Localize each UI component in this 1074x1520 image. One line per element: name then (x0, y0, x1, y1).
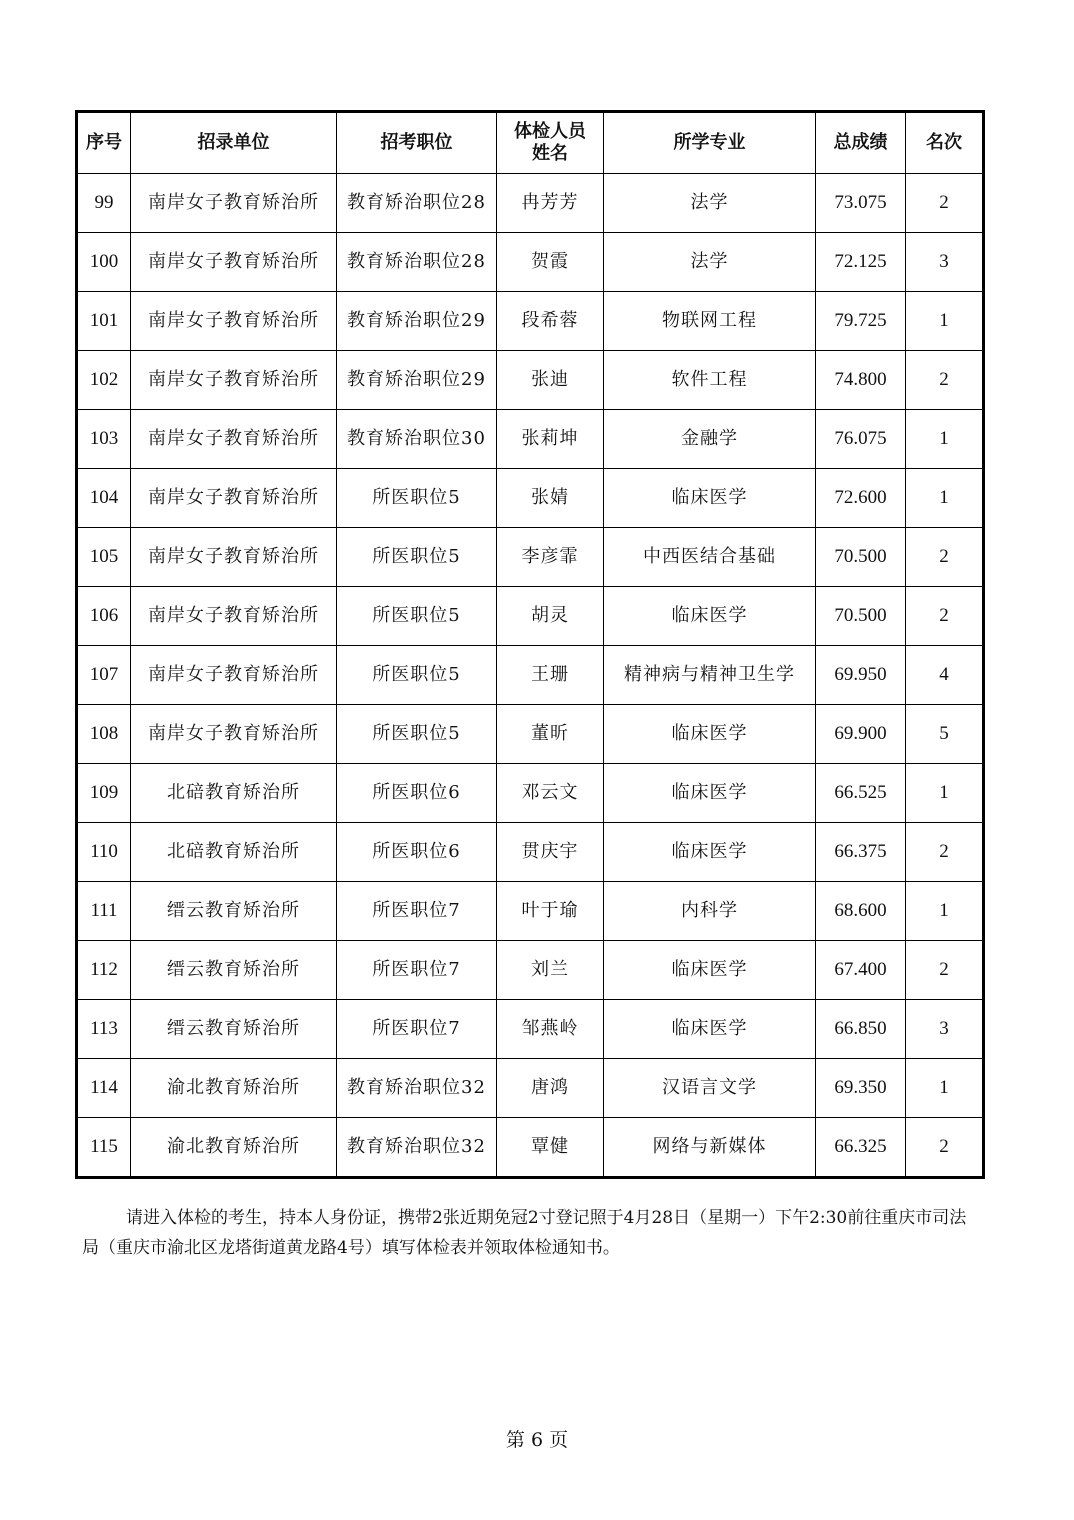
cell-major: 临床医学 (604, 469, 816, 528)
cell-name: 唐鸿 (497, 1059, 604, 1118)
cell-rank: 2 (906, 174, 984, 233)
cell-position: 教育矫治职位32 (337, 1118, 497, 1178)
cell-score: 68.600 (816, 882, 906, 941)
header-name (497, 112, 604, 174)
header-rank: 名次 (906, 112, 984, 174)
table-row (77, 941, 984, 1000)
cell-name: 段希蓉 (497, 292, 604, 351)
cell-name: 叶于瑜 (497, 882, 604, 941)
cell-position: 所医职位5 (337, 646, 497, 705)
instruction-note: 请进入体检的考生，持本人身份证，携带2张近期免冠2寸登记照于4月28日（星期一）下午2:30前往重庆市司法局（重庆市渝北区龙塔街道黄龙路4号）填写体检表并领取体检通知书。 (82, 1208, 967, 1258)
cell-major: 金融学 (604, 410, 816, 469)
medical-exam-list-table (75, 110, 985, 1179)
cell-seq: 105 (77, 528, 131, 587)
table-row (77, 823, 984, 882)
cell-rank: 2 (906, 587, 984, 646)
cell-rank: 5 (906, 705, 984, 764)
cell-unit: 缙云教育矫治所 (131, 882, 337, 941)
cell-score: 70.500 (816, 528, 906, 587)
cell-unit: 南岸女子教育矫治所 (131, 528, 337, 587)
cell-unit: 缙云教育矫治所 (131, 941, 337, 1000)
cell-score: 74.800 (816, 351, 906, 410)
cell-unit: 南岸女子教育矫治所 (131, 410, 337, 469)
cell-name: 邓云文 (497, 764, 604, 823)
cell-unit: 缙云教育矫治所 (131, 1000, 337, 1059)
cell-major: 法学 (604, 174, 816, 233)
cell-score: 66.850 (816, 1000, 906, 1059)
cell-seq: 114 (77, 1059, 131, 1118)
cell-score: 66.325 (816, 1118, 906, 1178)
cell-score: 66.525 (816, 764, 906, 823)
cell-rank: 3 (906, 233, 984, 292)
cell-major: 临床医学 (604, 764, 816, 823)
header-seq: 序号 (77, 112, 131, 174)
cell-seq: 110 (77, 823, 131, 882)
cell-score: 72.125 (816, 233, 906, 292)
cell-score: 79.725 (816, 292, 906, 351)
table-row (77, 705, 984, 764)
cell-name: 张婧 (497, 469, 604, 528)
header-name-label: 体检人员姓名 (514, 121, 586, 164)
cell-rank: 3 (906, 1000, 984, 1059)
table-row (77, 1118, 984, 1178)
cell-unit: 南岸女子教育矫治所 (131, 174, 337, 233)
cell-position: 教育矫治职位28 (337, 233, 497, 292)
cell-position: 所医职位6 (337, 764, 497, 823)
cell-name: 王珊 (497, 646, 604, 705)
cell-position: 所医职位5 (337, 705, 497, 764)
cell-rank: 4 (906, 646, 984, 705)
cell-rank: 2 (906, 1118, 984, 1178)
cell-position: 教育矫治职位29 (337, 351, 497, 410)
cell-name: 贯庆宇 (497, 823, 604, 882)
cell-name: 张莉坤 (497, 410, 604, 469)
cell-unit: 渝北教育矫治所 (131, 1059, 337, 1118)
cell-unit: 南岸女子教育矫治所 (131, 705, 337, 764)
cell-score: 67.400 (816, 941, 906, 1000)
cell-score: 72.600 (816, 469, 906, 528)
cell-rank: 2 (906, 823, 984, 882)
cell-score: 69.350 (816, 1059, 906, 1118)
cell-score: 69.900 (816, 705, 906, 764)
cell-name: 张迪 (497, 351, 604, 410)
cell-position: 所医职位5 (337, 469, 497, 528)
cell-major: 精神病与精神卫生学 (604, 646, 816, 705)
cell-position: 所医职位7 (337, 882, 497, 941)
cell-seq: 100 (77, 233, 131, 292)
cell-major: 临床医学 (604, 823, 816, 882)
cell-position: 所医职位7 (337, 1000, 497, 1059)
cell-seq: 102 (77, 351, 131, 410)
cell-score: 66.375 (816, 823, 906, 882)
cell-unit: 渝北教育矫治所 (131, 1118, 337, 1178)
page-number: 第 6 页 (505, 1429, 569, 1451)
cell-major: 软件工程 (604, 351, 816, 410)
cell-unit: 北碚教育矫治所 (131, 764, 337, 823)
cell-position: 教育矫治职位30 (337, 410, 497, 469)
header-unit: 招录单位 (131, 112, 337, 174)
cell-unit: 北碚教育矫治所 (131, 823, 337, 882)
cell-rank: 1 (906, 292, 984, 351)
table-header-row (77, 112, 984, 174)
cell-seq: 103 (77, 410, 131, 469)
cell-major: 临床医学 (604, 587, 816, 646)
cell-seq: 101 (77, 292, 131, 351)
cell-name: 邹燕岭 (497, 1000, 604, 1059)
cell-unit: 南岸女子教育矫治所 (131, 646, 337, 705)
cell-position: 所医职位7 (337, 941, 497, 1000)
cell-rank: 1 (906, 764, 984, 823)
table-row (77, 1000, 984, 1059)
cell-rank: 1 (906, 410, 984, 469)
table-row (77, 587, 984, 646)
cell-rank: 1 (906, 469, 984, 528)
cell-major: 内科学 (604, 882, 816, 941)
cell-name: 李彦霏 (497, 528, 604, 587)
table-row (77, 882, 984, 941)
table-row (77, 233, 984, 292)
cell-major: 网络与新媒体 (604, 1118, 816, 1178)
cell-score: 69.950 (816, 646, 906, 705)
cell-major: 临床医学 (604, 941, 816, 1000)
cell-name: 刘兰 (497, 941, 604, 1000)
cell-seq: 108 (77, 705, 131, 764)
cell-name: 胡灵 (497, 587, 604, 646)
header-score: 总成绩 (816, 112, 906, 174)
cell-unit: 南岸女子教育矫治所 (131, 233, 337, 292)
cell-position: 教育矫治职位32 (337, 1059, 497, 1118)
table-row (77, 1059, 984, 1118)
cell-position: 教育矫治职位29 (337, 292, 497, 351)
header-major: 所学专业 (604, 112, 816, 174)
cell-name: 贺霞 (497, 233, 604, 292)
cell-name: 覃健 (497, 1118, 604, 1178)
cell-unit: 南岸女子教育矫治所 (131, 469, 337, 528)
cell-seq: 111 (77, 882, 131, 941)
cell-rank: 2 (906, 528, 984, 587)
header-position: 招考职位 (337, 112, 497, 174)
table-row (77, 469, 984, 528)
cell-name: 冉芳芳 (497, 174, 604, 233)
cell-seq: 113 (77, 1000, 131, 1059)
cell-position: 所医职位5 (337, 587, 497, 646)
cell-major: 汉语言文学 (604, 1059, 816, 1118)
table-body (77, 174, 984, 1178)
cell-position: 所医职位5 (337, 528, 497, 587)
cell-unit: 南岸女子教育矫治所 (131, 292, 337, 351)
cell-seq: 106 (77, 587, 131, 646)
cell-seq: 107 (77, 646, 131, 705)
cell-seq: 115 (77, 1118, 131, 1178)
cell-major: 物联网工程 (604, 292, 816, 351)
cell-unit: 南岸女子教育矫治所 (131, 587, 337, 646)
cell-position: 教育矫治职位28 (337, 174, 497, 233)
table-row (77, 174, 984, 233)
cell-rank: 1 (906, 882, 984, 941)
table-row (77, 528, 984, 587)
cell-rank: 2 (906, 351, 984, 410)
cell-major: 临床医学 (604, 1000, 816, 1059)
cell-score: 70.500 (816, 587, 906, 646)
cell-rank: 2 (906, 941, 984, 1000)
cell-unit: 南岸女子教育矫治所 (131, 351, 337, 410)
cell-major: 中西医结合基础 (604, 528, 816, 587)
table-row (77, 410, 984, 469)
cell-score: 73.075 (816, 174, 906, 233)
cell-seq: 112 (77, 941, 131, 1000)
cell-seq: 109 (77, 764, 131, 823)
cell-position: 所医职位6 (337, 823, 497, 882)
cell-major: 临床医学 (604, 705, 816, 764)
cell-rank: 1 (906, 1059, 984, 1118)
cell-major: 法学 (604, 233, 816, 292)
cell-name: 董昕 (497, 705, 604, 764)
table-row (77, 764, 984, 823)
cell-score: 76.075 (816, 410, 906, 469)
table-row (77, 292, 984, 351)
table-row (77, 351, 984, 410)
table-row (77, 646, 984, 705)
cell-seq: 99 (77, 174, 131, 233)
cell-seq: 104 (77, 469, 131, 528)
